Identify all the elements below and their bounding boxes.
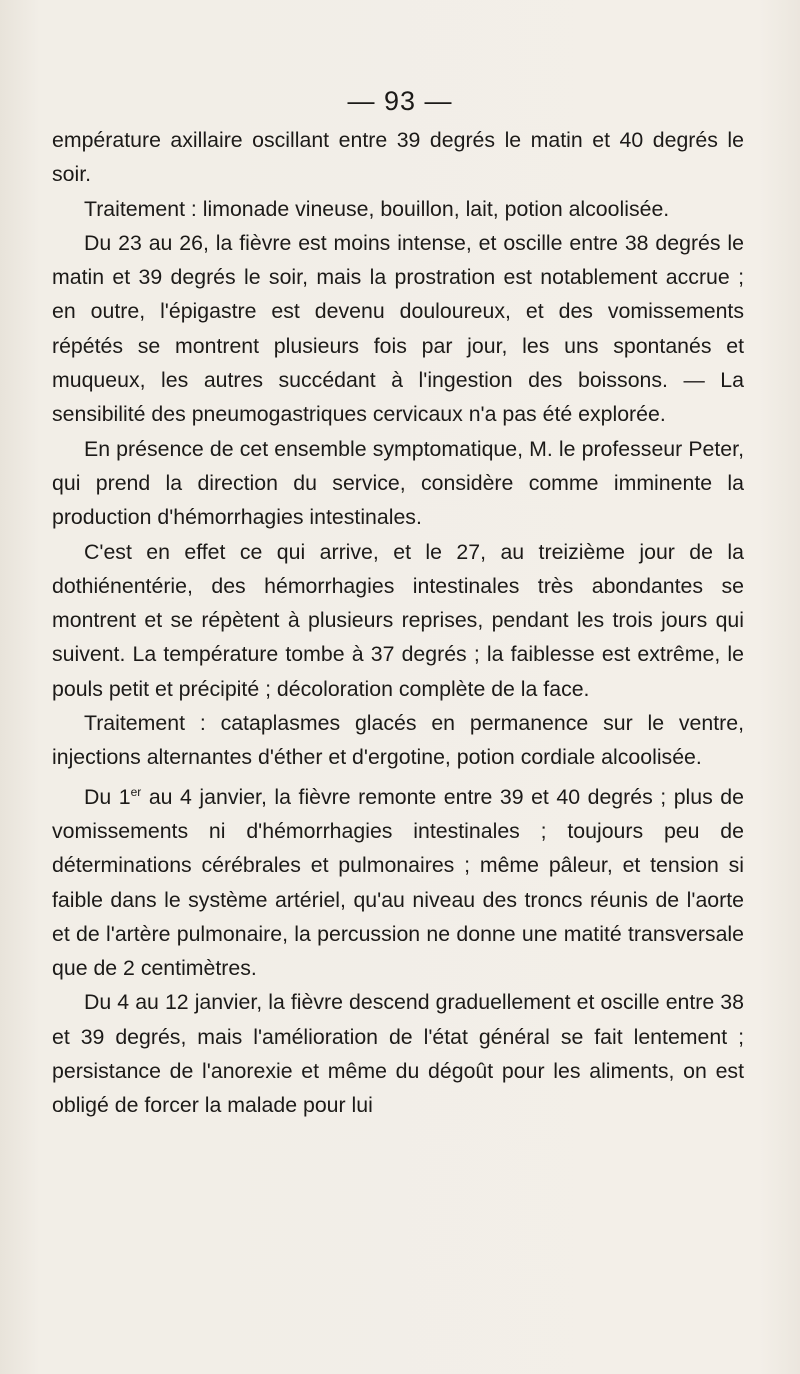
paragraph-8: Du 4 au 12 janvier, la fièvre descend graduellement et oscille entre 38 et 39 degrés, mais l'amélioration de l'état général se fait lentement ; persistance de l'anorexie et même du dégoût pour les aliments, on est obligé de forcer la malade pour lui bbox=[52, 990, 744, 1118]
body-text bbox=[52, 123, 744, 1123]
paragraph-2: Traitement : limonade vineuse, bouillon, lait, potion alcoolisée. bbox=[84, 196, 670, 221]
paragraph-6: Traitement : cataplasmes glacés en permanence sur le ventre, injections alternantes d'éther et d'ergotine, potion cordiale alcoolisée. bbox=[52, 711, 744, 770]
paragraph-1: empérature axillaire oscillant entre 39 degrés le matin et 40 degrés le soir. bbox=[52, 128, 744, 187]
paragraph-5: C'est en effet ce qui arrive, et le 27, au treizième jour de la dothiénentérie, des hémorrhagies intestinales très abondantes se montrent et se répètent à plusieurs reprises, pendant les trois jours qui suivent. La température tombe à 37 degrés ; la faiblesse est extrême, le pouls petit et précipité ; décoloration complète de la face. bbox=[52, 539, 744, 701]
superscript-er: er bbox=[130, 784, 142, 799]
paragraph-7-text: au 4 janvier, la fièvre remonte entre 39 et 40 degrés ; plus de vomissements ni d'hémorrhagies intestinales ; toujours peu de déterminations cérébrales et pulmonaires ; même pâleur, et tension si faible dans le système artériel, qu'au niveau des troncs réunis de l'aorte et de l'artère pulmonaire, la percussion ne donne une matité transversale que de 2 centimètres. bbox=[52, 784, 744, 981]
page-number: — 93 — bbox=[347, 86, 453, 116]
paragraph-7 bbox=[52, 775, 744, 986]
paragraph-7-prefix: Du 1 bbox=[84, 784, 131, 809]
paragraph-3: Du 23 au 26, la fièvre est moins intense, et oscille entre 38 degrés le matin et 39 degrés le soir, mais la prostration est notablement accrue ; en outre, l'épigastre est devenu douloureux, et des vomissements répétés se montrent plusieurs fois par jour, les uns spontanés et muqueux, les autres succédant à l'ingestion des boissons. — La sensibilité des pneumogastriques cervicaux n'a pas été explorée. bbox=[52, 230, 744, 427]
paragraph-4: En présence de cet ensemble symptomatique, M. le professeur Peter, qui prend la direction du service, considère comme imminente la production d'hémorrhagies intestinales. bbox=[52, 436, 744, 530]
